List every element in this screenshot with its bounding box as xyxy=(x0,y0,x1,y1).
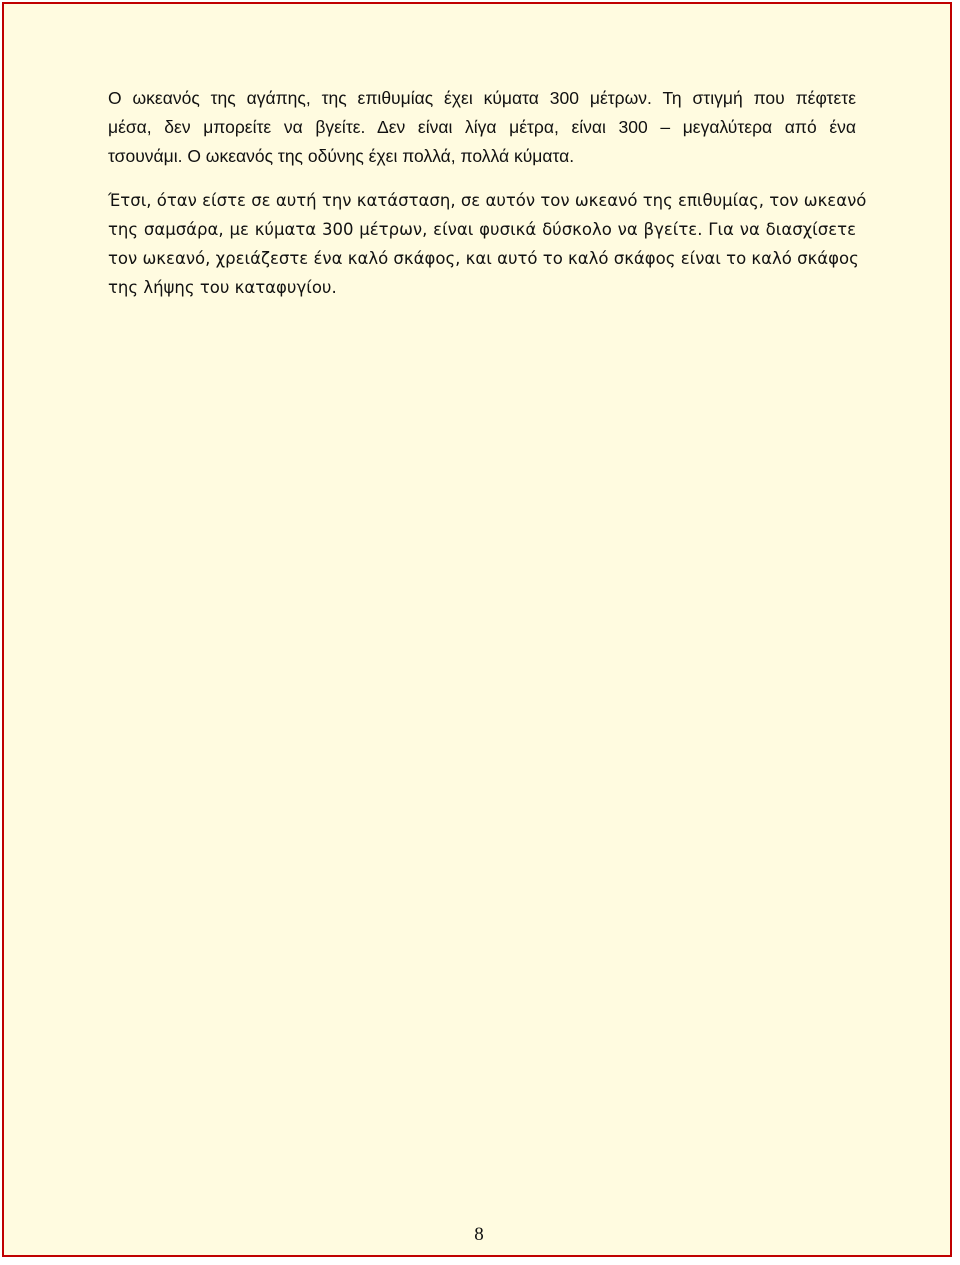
text-line: Ο ωκεανός της αγάπης, της επιθυμίας έχει κύματα 300 μέτρων. Τη στιγμή που πέφτετε xyxy=(108,88,856,108)
text-line: Έτσι, όταν είστε σε αυτή την κατάσταση, σε αυτόν τον ωκεανό της επιθυμίας, τον ωκεανό xyxy=(108,191,867,210)
text-line: τσουνάμι. Ο ωκεανός της οδύνης έχει πολλά, πολλά κύματα. xyxy=(108,146,575,166)
text-line: τον ωκεανό, χρειάζεστε ένα καλό σκάφος, και αυτό το καλό σκάφος είναι το καλό σκάφος xyxy=(108,249,859,268)
text-line: μέσα, δεν μπορείτε να βγείτε. Δεν είναι λίγα μέτρα, είναι 300 – μεγαλύτερα από ένα xyxy=(108,117,856,137)
text-line: της λήψης του καταφυγίου. xyxy=(108,278,337,297)
paragraph-crossing-the-ocean xyxy=(108,186,867,302)
page-number: 8 xyxy=(474,1224,484,1245)
paragraph-ocean-of-desire xyxy=(108,84,856,171)
text-line: της σαμσάρα, με κύματα 300 μέτρων, είναι φυσικά δύσκολο να βγείτε. Για να διασχίσετε xyxy=(108,220,856,239)
document-page xyxy=(2,2,952,1257)
